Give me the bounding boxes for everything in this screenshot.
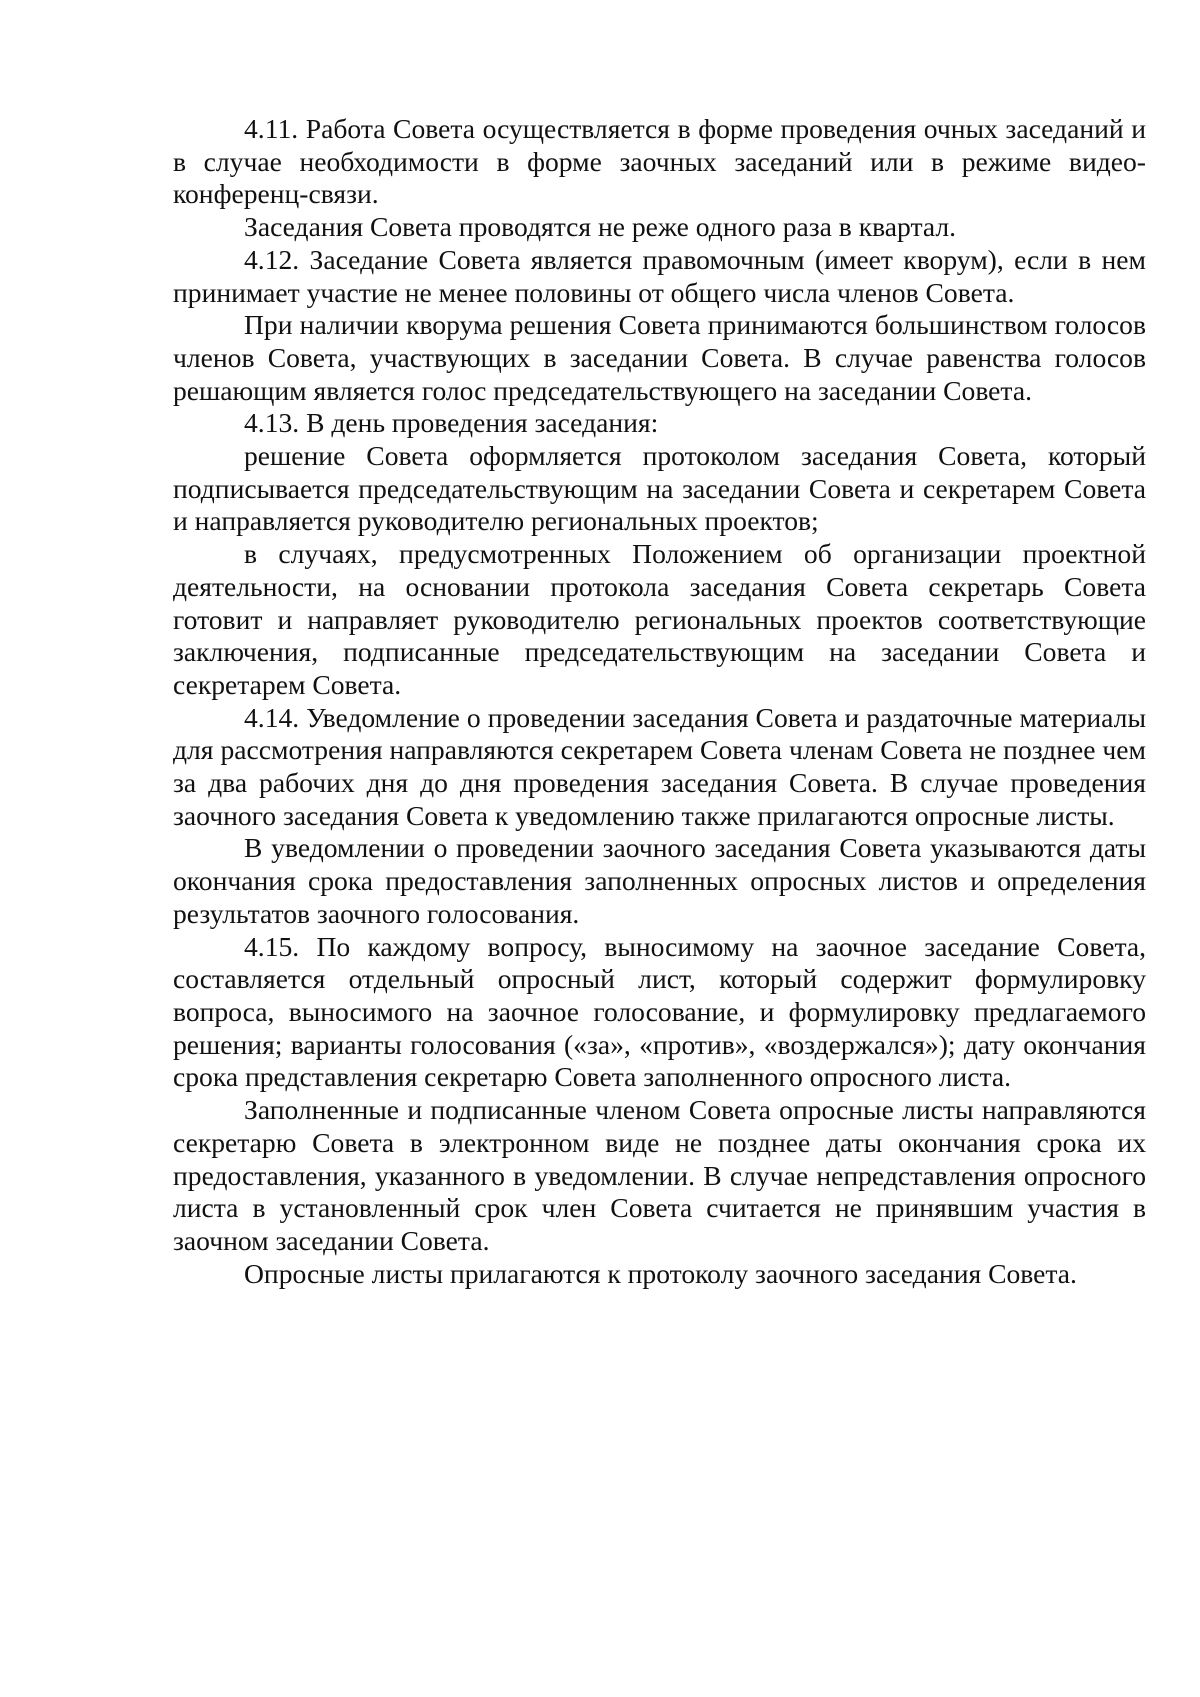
paragraph-filled-sheets: Заполненные и подписанные членом Совета опросные листы направляются секретарю Совета в электронном виде не позднее даты окончания срока их предоставления, указанного в уведомлении. В случае непредставления опросного листа в установленный срок член Совета считается не принявшим участия в заочном заседании Совета. [173,1094,1146,1256]
paragraph-protocol-decision: решение Совета оформляется протоколом заседания Совета, который подписывается председательствующим на заседании Совета и секретарем Совета и направляется руководителю региональных проектов; [173,440,1146,537]
paragraph-notification-dates: В уведомлении о проведении заочного заседания Совета указываются даты окончания срока предоставления заполненных опросных листов и определения результатов заочного голосования. [173,832,1146,929]
paragraph-4-14: 4.14. Уведомление о проведении заседания Совета и раздаточные материалы для рассмотрения направляются секретарем Совета членам Совета не позднее чем за два рабочих дня до дня проведения заседания Совета. В случае проведения заочного заседания Совета к уведомлению также прилагаются опросные листы. [173,701,1146,831]
paragraph-4-15: 4.15. По каждому вопросу, выносимому на заочное заседание Совета, составляется отдельный опросный лист, который содержит формулировку вопроса, выносимого на заочное голосование, и формулировку предлагаемого решения; варианты голосования («за», «против», «воздержался»); дату окончания срока представления секретарю Совета заполненного опросного листа. [173,930,1146,1093]
paragraph-4-12: 4.12. Заседание Совета является правомочным (имеет кворум), если в нем принимает участие не менее половины от общего числа членов Совета. [173,243,1146,308]
paragraph-quorum-decisions: При наличии кворума решения Совета принимаются большинством голосов членов Совета, участвующих в заседании Совета. В случае равенства голосов решающим является голос председательствующего на заседании Совета. [173,309,1146,406]
paragraph-sheets-attached: Опросные листы прилагаются к протоколу заочного заседания Совета. [244,1257,1077,1289]
paragraph-4-11: 4.11. Работа Совета осуществляется в форме проведения очных заседаний и в случае необходимости в форме заочных заседаний или в режиме видео-конференц-связи. [173,113,1146,210]
document-body [173,113,1146,1290]
paragraph-4-13: 4.13. В день проведения заседания: [244,407,659,439]
paragraph-meeting-frequency: Заседания Совета проводятся не реже одного раза в квартал. [244,211,957,243]
paragraph-conclusions: в случаях, предусмотренных Положением об организации проектной деятельности, на основании протокола заседания Совета секретарь Совета готовит и направляет руководителю региональных проектов соответствующие заключения, подписанные председательствующим на заседании Совета и секретарем Совета. [173,538,1146,700]
